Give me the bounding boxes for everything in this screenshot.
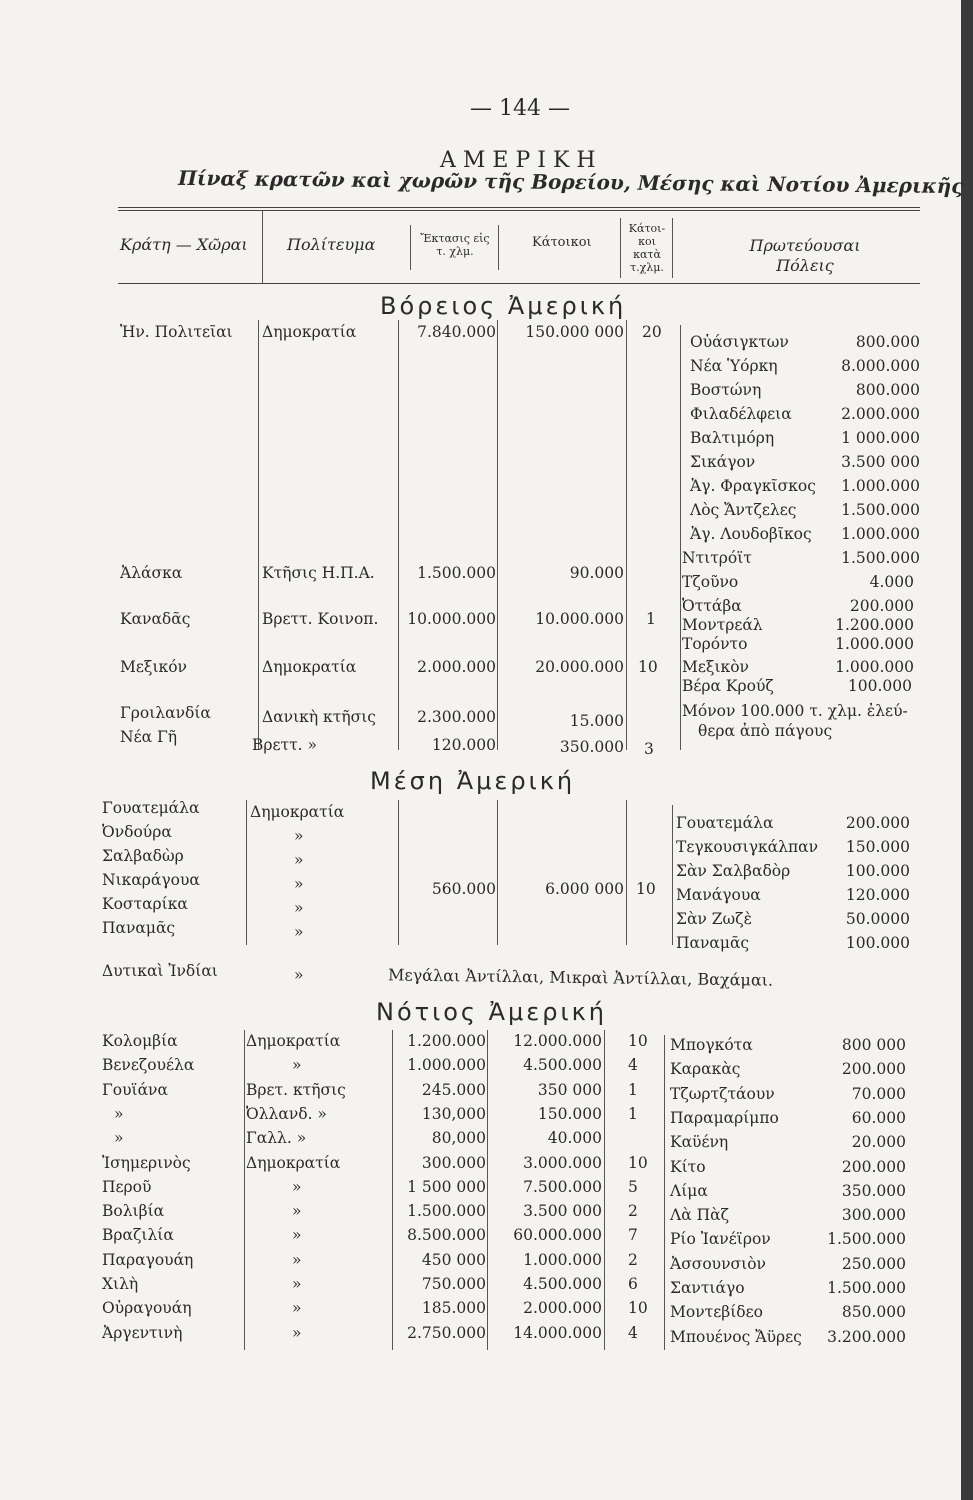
central-regime-2: » bbox=[294, 851, 304, 869]
south-area-6: 1 500 000 bbox=[407, 1177, 486, 1196]
south-state-4: » bbox=[114, 1129, 124, 1148]
south-city-9: Ἀσσουνσιὸν bbox=[670, 1254, 766, 1273]
central-city-pop-4: 50.0000 bbox=[845, 910, 910, 928]
south-city-pop-3: 60.000 bbox=[851, 1108, 906, 1127]
north-city-14: Μεξικὸν bbox=[682, 658, 749, 676]
header-divider-1 bbox=[262, 211, 263, 283]
central-regime-0: Δημοκρατία bbox=[250, 803, 345, 821]
north-pop-4: 15.000 bbox=[569, 712, 624, 730]
table-subtitle: Πίναξ κρατῶν καὶ χωρῶν τῆς Βορείου, Μέσης καὶ Νοτίου Ἀμερικῆς bbox=[177, 165, 964, 199]
central-area: 560.000 bbox=[431, 880, 496, 898]
section-north-america: Βόρειος Ἀμερική bbox=[380, 292, 627, 320]
south-density-0: 10 bbox=[628, 1032, 648, 1050]
north-city-pop-6: 1.000.000 bbox=[841, 477, 920, 495]
north-pop-2: 10.000.000 bbox=[535, 610, 624, 628]
header-regime: Πολίτευμα bbox=[287, 235, 376, 254]
north-density-5: 3 bbox=[644, 740, 654, 758]
north-city-5: Σικάγον bbox=[690, 453, 756, 471]
north-density-2: 1 bbox=[646, 610, 656, 628]
south-density-8: 7 bbox=[628, 1226, 638, 1245]
north-state-4: Γροιλανδία bbox=[120, 704, 211, 722]
central-city-3: Μανάγουα bbox=[676, 886, 761, 904]
north-state-1: Ἀλάσκα bbox=[120, 564, 183, 582]
north-city-pop-13: 1.000.000 bbox=[835, 635, 914, 653]
south-state-11: Οὐραγουάη bbox=[102, 1299, 192, 1318]
south-regime-8: » bbox=[292, 1226, 302, 1245]
south-area-1: 1.000.000 bbox=[407, 1056, 486, 1075]
col-divider-area-north bbox=[398, 320, 399, 750]
north-area-0: 7.840.000 bbox=[417, 323, 496, 341]
north-area-2: 10.000.000 bbox=[407, 610, 496, 628]
south-area-2: 245.000 bbox=[421, 1080, 486, 1099]
north-regime-0: Δημοκρατία bbox=[262, 323, 357, 341]
west-indies-islands: Μεγάλαι Ἀντίλλαι, Μικραὶ Ἀντίλλαι, Βαχάμαι. bbox=[387, 965, 774, 990]
page-heading: ΑΜΕΡΙΚΗ bbox=[440, 148, 603, 173]
south-pop-3: 150.000 bbox=[537, 1104, 602, 1123]
south-area-12: 2.750.000 bbox=[407, 1323, 486, 1342]
north-area-3: 2.000.000 bbox=[417, 658, 496, 676]
south-area-4: 80,000 bbox=[431, 1129, 486, 1148]
south-pop-1: 4.500.000 bbox=[523, 1056, 602, 1075]
central-state-2: Σαλβαδὼρ bbox=[102, 847, 184, 865]
section-south-america: Νότιος Ἀμερική bbox=[376, 998, 607, 1026]
south-density-10: 6 bbox=[628, 1275, 638, 1293]
central-city-4: Σὰν Ζωζὲ bbox=[676, 910, 752, 928]
col-divider-density-south bbox=[604, 1030, 605, 1350]
north-city-pop-7: 1.500.000 bbox=[841, 501, 920, 519]
north-city-pop-12: 1.200.000 bbox=[835, 616, 914, 634]
north-state-3: Μεξικόν bbox=[120, 658, 187, 676]
col-divider-regime-south bbox=[244, 1030, 245, 1350]
south-city-pop-1: 200.000 bbox=[841, 1060, 906, 1079]
south-city-2: Τζωρτζτάουν bbox=[670, 1084, 775, 1103]
central-state-5: Παναμᾶς bbox=[102, 919, 176, 937]
north-city-8: Ἁγ. Λουδοβῖκος bbox=[690, 525, 812, 543]
north-city-7: Λὸς Ἄντζελες bbox=[690, 501, 797, 519]
south-pop-4: 40.000 bbox=[547, 1129, 602, 1148]
central-city-0: Γουατεμάλα bbox=[676, 814, 774, 832]
south-city-pop-0: 800 000 bbox=[841, 1036, 906, 1054]
south-city-1: Καρακὰς bbox=[670, 1060, 741, 1079]
central-city-5: Παναμᾶς bbox=[676, 934, 750, 952]
north-city-12: Μοντρεάλ bbox=[682, 616, 763, 634]
south-density-3: 1 bbox=[628, 1104, 638, 1123]
south-pop-5: 3.000.000 bbox=[523, 1153, 602, 1172]
north-state-0: Ἡν. Πολιτεῖαι bbox=[120, 323, 233, 341]
south-city-12: Μπουένος Ἄϋρες bbox=[670, 1327, 802, 1346]
north-city-11: Ὀττάβα bbox=[682, 597, 742, 615]
north-city-10: Τζοῦνο bbox=[682, 573, 739, 591]
south-state-6: Περοῦ bbox=[102, 1177, 152, 1196]
central-regime-5: » bbox=[294, 923, 304, 941]
north-pop-1: 90.000 bbox=[569, 564, 624, 582]
col-divider-density-north bbox=[626, 320, 627, 750]
north-city-pop-10: 4.000 bbox=[869, 573, 914, 591]
central-state-1: Ὀνδούρα bbox=[102, 823, 172, 841]
south-pop-10: 4.500.000 bbox=[523, 1275, 602, 1293]
header-divider-3 bbox=[498, 225, 499, 270]
header-density: Κάτοι- κοι κατὰ τ.χλμ. bbox=[628, 222, 666, 274]
north-city-13: Τορόντο bbox=[682, 635, 748, 653]
south-state-8: Βραζιλία bbox=[102, 1226, 174, 1245]
central-regime-3: » bbox=[294, 875, 304, 893]
south-city-3: Παραμαρίμπο bbox=[670, 1108, 779, 1127]
header-divider-5 bbox=[672, 218, 673, 278]
central-regime-1: » bbox=[294, 827, 304, 845]
north-city-15: Βέρα Κρούζ bbox=[682, 677, 774, 695]
north-note-line-2: θερα ἀπὸ πάγους bbox=[698, 722, 833, 740]
north-regime-4: Δανικὴ κτῆσις bbox=[262, 708, 376, 726]
header-top-rule-2 bbox=[118, 210, 920, 211]
south-state-0: Κολομβία bbox=[102, 1032, 178, 1050]
north-state-5: Νέα Γῆ bbox=[120, 728, 178, 746]
south-density-9: 2 bbox=[628, 1250, 638, 1269]
north-city-pop-9: 1.500.000 bbox=[841, 549, 920, 567]
south-city-4: Καϋένη bbox=[670, 1133, 729, 1152]
south-area-3: 130,000 bbox=[421, 1104, 486, 1123]
north-city-pop-2: 800.000 bbox=[855, 381, 920, 399]
central-city-1: Τεγκουσιγκάλπαν bbox=[676, 838, 819, 856]
north-city-pop-0: 800.000 bbox=[855, 333, 920, 351]
south-regime-3: Ὀλλανδ. » bbox=[246, 1104, 327, 1123]
south-pop-2: 350 000 bbox=[537, 1080, 602, 1099]
central-regime-4: » bbox=[294, 899, 304, 917]
col-divider-pop-north bbox=[497, 320, 498, 750]
south-area-5: 300.000 bbox=[421, 1153, 486, 1172]
north-city-9: Ντιτρόϊτ bbox=[682, 549, 752, 567]
south-state-9: Παραγουάη bbox=[102, 1250, 194, 1269]
south-state-10: Χιλὴ bbox=[102, 1275, 139, 1293]
header-divider-2 bbox=[410, 225, 411, 270]
south-city-pop-4: 20.000 bbox=[851, 1133, 906, 1152]
central-state-3: Νικαράγουα bbox=[102, 871, 200, 889]
col-divider-density-central bbox=[626, 800, 627, 945]
south-density-12: 4 bbox=[628, 1323, 638, 1342]
header-cities: Πρωτεύουσαι Πόλεις bbox=[749, 236, 861, 275]
south-area-10: 750.000 bbox=[421, 1275, 486, 1293]
section-central-america: Μέση Ἀμερική bbox=[370, 767, 576, 795]
north-state-2: Καναδᾶς bbox=[120, 610, 191, 628]
south-density-1: 4 bbox=[628, 1056, 638, 1075]
north-note-line-1: Μόνον 100.000 τ. χλμ. ἐλεύ- bbox=[682, 702, 908, 720]
south-pop-7: 3.500 000 bbox=[523, 1202, 602, 1221]
col-divider-pop-south bbox=[487, 1030, 488, 1350]
south-density-6: 5 bbox=[628, 1177, 638, 1196]
header-bottom-rule bbox=[118, 283, 920, 284]
page-edge-shadow bbox=[961, 0, 973, 1500]
south-density-2: 1 bbox=[628, 1080, 638, 1099]
north-city-pop-3: 2.000.000 bbox=[841, 405, 920, 423]
south-regime-9: » bbox=[292, 1250, 302, 1269]
south-city-5: Κίτο bbox=[670, 1157, 706, 1176]
central-density: 10 bbox=[636, 880, 656, 898]
central-population: 6.000 000 bbox=[545, 880, 624, 898]
north-pop-5: 350.000 bbox=[559, 738, 624, 756]
south-city-6: Λίμα bbox=[670, 1181, 708, 1200]
central-city-pop-2: 100.000 bbox=[845, 862, 910, 880]
central-city-pop-5: 100.000 bbox=[845, 934, 910, 952]
south-city-7: Λὰ Πὰζ bbox=[670, 1206, 729, 1225]
north-area-1: 1.500.000 bbox=[417, 564, 496, 582]
south-city-8: Ρίο Ἰανέϊρον bbox=[670, 1230, 771, 1249]
north-pop-0: 150.000 000 bbox=[525, 323, 624, 341]
south-city-0: Μπογκότα bbox=[670, 1036, 753, 1054]
south-city-pop-2: 70.000 bbox=[851, 1084, 906, 1103]
south-regime-12: » bbox=[292, 1323, 302, 1342]
north-city-2: Βοστώνη bbox=[690, 381, 762, 399]
north-city-pop-4: 1 000.000 bbox=[841, 429, 920, 447]
north-regime-5: Βρεττ. » bbox=[252, 736, 318, 754]
south-city-pop-10: 1.500.000 bbox=[827, 1279, 906, 1297]
header-population: Κάτοικοι bbox=[532, 235, 592, 250]
col-divider-pop-central bbox=[497, 800, 498, 945]
south-pop-11: 2.000.000 bbox=[523, 1299, 602, 1318]
south-state-1: Βενεζουέλα bbox=[102, 1056, 195, 1075]
south-state-2: Γουϊάνα bbox=[102, 1080, 168, 1099]
south-city-pop-7: 300.000 bbox=[841, 1206, 906, 1225]
col-divider-cities-central bbox=[672, 805, 673, 945]
south-city-pop-12: 3.200.000 bbox=[827, 1327, 906, 1346]
south-area-0: 1.200.000 bbox=[407, 1032, 486, 1050]
south-state-5: Ἰσημερινὸς bbox=[102, 1153, 191, 1172]
south-density-7: 2 bbox=[628, 1202, 638, 1221]
north-area-4: 2.300.000 bbox=[417, 708, 496, 726]
south-pop-12: 14.000.000 bbox=[513, 1323, 602, 1342]
header-top-rule bbox=[118, 207, 920, 208]
south-area-11: 185.000 bbox=[421, 1299, 486, 1318]
header-divider-4 bbox=[620, 218, 621, 278]
col-divider-area-central bbox=[398, 800, 399, 945]
north-pop-3: 20.000.000 bbox=[535, 658, 624, 676]
south-regime-5: Δημοκρατία bbox=[246, 1153, 341, 1172]
col-divider-regime-central bbox=[246, 800, 247, 945]
west-indies-state: Δυτικαὶ Ἰνδίαι bbox=[102, 962, 218, 980]
central-city-pop-1: 150.000 bbox=[845, 838, 910, 856]
south-state-7: Βολιβία bbox=[102, 1202, 165, 1221]
north-regime-1: Κτῆσις Η.Π.Α. bbox=[262, 564, 375, 582]
north-density-3: 10 bbox=[638, 658, 658, 676]
south-pop-8: 60.000.000 bbox=[513, 1226, 602, 1245]
south-regime-10: » bbox=[292, 1275, 302, 1293]
south-regime-2: Βρετ. κτῆσις bbox=[246, 1080, 346, 1099]
south-regime-6: » bbox=[292, 1177, 302, 1196]
south-regime-4: Γαλλ. » bbox=[246, 1129, 307, 1148]
north-city-3: Φιλαδέλφεια bbox=[690, 405, 792, 423]
south-area-9: 450 000 bbox=[421, 1250, 486, 1269]
south-city-pop-6: 350.000 bbox=[841, 1181, 906, 1200]
north-city-pop-14: 1.000.000 bbox=[835, 658, 914, 676]
north-area-5: 120.000 bbox=[431, 736, 496, 754]
south-pop-9: 1.000.000 bbox=[523, 1250, 602, 1269]
south-area-8: 8.500.000 bbox=[407, 1226, 486, 1245]
south-city-pop-5: 200.000 bbox=[841, 1157, 906, 1176]
north-city-pop-8: 1.000.000 bbox=[841, 525, 920, 543]
central-city-pop-3: 120.000 bbox=[845, 886, 910, 904]
south-density-11: 10 bbox=[628, 1299, 648, 1318]
header-area: Ἔκτασις εἰς τ. χλμ. bbox=[420, 232, 490, 258]
central-city-2: Σὰν Σαλβαδὸρ bbox=[676, 862, 791, 880]
central-state-0: Γουατεμάλα bbox=[102, 799, 200, 817]
south-city-pop-9: 250.000 bbox=[841, 1254, 906, 1273]
south-pop-0: 12.000.000 bbox=[513, 1032, 602, 1050]
north-city-6: Ἁγ. Φραγκῖσκος bbox=[690, 477, 816, 495]
south-regime-7: » bbox=[292, 1202, 302, 1221]
north-city-0: Οὐάσιγκτων bbox=[690, 333, 789, 351]
central-state-4: Κοσταρίκα bbox=[102, 895, 188, 913]
south-city-pop-11: 850.000 bbox=[841, 1303, 906, 1322]
central-city-pop-0: 200.000 bbox=[845, 814, 910, 832]
page-number: — 144 — bbox=[470, 96, 570, 121]
north-regime-2: Βρεττ. Κοινοπ. bbox=[262, 610, 379, 628]
south-area-7: 1.500.000 bbox=[407, 1202, 486, 1221]
north-city-pop-1: 8.000.000 bbox=[841, 357, 920, 375]
south-state-3: » bbox=[114, 1104, 124, 1123]
south-regime-1: » bbox=[292, 1056, 302, 1075]
col-divider-cities-south bbox=[664, 1035, 665, 1350]
col-divider-regime-north bbox=[258, 320, 259, 750]
west-indies-regime: » bbox=[294, 966, 304, 984]
south-regime-0: Δημοκρατία bbox=[246, 1032, 341, 1050]
north-city-pop-5: 3.500 000 bbox=[841, 453, 920, 471]
south-regime-11: » bbox=[292, 1299, 302, 1318]
north-city-pop-15: 100.000 bbox=[847, 677, 912, 695]
south-density-5: 10 bbox=[628, 1153, 648, 1172]
north-city-4: Βαλτιμόρη bbox=[690, 429, 775, 447]
north-city-1: Νέα Ὑόρκη bbox=[690, 357, 778, 375]
south-pop-6: 7.500.000 bbox=[523, 1177, 602, 1196]
north-regime-3: Δημοκρατία bbox=[262, 658, 357, 676]
col-divider-cities-north bbox=[680, 325, 681, 750]
south-city-11: Μοντεβίδεο bbox=[670, 1303, 763, 1322]
south-state-12: Ἀργεντινὴ bbox=[102, 1323, 183, 1342]
header-states: Κράτη — Χῶραι bbox=[120, 235, 248, 254]
south-city-pop-8: 1.500.000 bbox=[827, 1230, 906, 1249]
south-city-10: Σαντιάγο bbox=[670, 1279, 745, 1297]
north-city-pop-11: 200.000 bbox=[849, 597, 914, 615]
north-density-0: 20 bbox=[642, 323, 662, 341]
